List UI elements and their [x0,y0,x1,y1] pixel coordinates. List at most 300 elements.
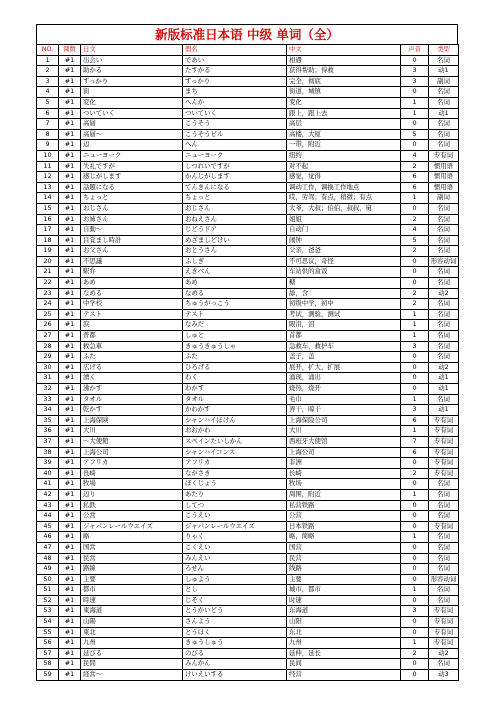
cell-type: 名词 [429,479,459,490]
cell-japanese: すっかり [81,76,183,87]
cell-number: 10 [37,150,59,161]
cell-japanese: 失礼ですが [81,161,183,172]
cell-type: 名词 [429,511,459,522]
cell-japanese: 公営 [81,511,183,522]
cell-chinese: 西班牙大使馆 [287,436,401,447]
cell-kana: とうかいどう [183,606,287,617]
cell-lesson: #1 [59,267,81,278]
cell-lesson: #1 [59,225,81,236]
cell-kana: なみだ [183,320,287,331]
cell-chinese: 长崎 [287,468,401,479]
cell-tone: 1 [401,97,429,108]
vocabulary-sheet [36,24,458,681]
cell-kana: とうほく [183,627,287,638]
cell-japanese: 駅弁 [81,267,183,278]
cell-chinese: 时速 [287,595,401,606]
cell-chinese: 眼泪，泪 [287,320,401,331]
cell-kana: してつ [183,500,287,511]
cell-lesson: #1 [59,532,81,543]
cell-chinese: 哎，劳驾；有点，稍微；有点 [287,193,401,204]
cell-tone: 1 [401,489,429,500]
cell-type: 专有词 [429,627,459,638]
cell-chinese: 大川 [287,426,401,437]
cell-lesson: #1 [59,76,81,87]
cell-number: 48 [37,553,59,564]
cell-type: 动1 [429,405,459,416]
cell-japanese: 中学校 [81,299,183,310]
table-row [37,384,459,395]
cell-tone: 3 [401,341,429,352]
cell-tone: 6 [401,415,429,426]
cell-lesson: #1 [59,150,81,161]
cell-kana: のびる [183,648,287,659]
cell-number: 55 [37,627,59,638]
cell-lesson: #1 [59,256,81,267]
cell-number: 30 [37,362,59,373]
cell-japanese: 辺り [81,489,183,500]
table-row [37,617,459,628]
cell-number: 1 [37,55,59,66]
cell-chinese: 民营 [287,553,401,564]
cell-kana: なめる [183,288,287,299]
cell-japanese: 延びる [81,648,183,659]
cell-tone: 0 [401,659,429,670]
cell-kana: とし [183,585,287,596]
table-row [37,341,459,352]
cell-chinese: 高层 [287,119,401,130]
cell-tone: 6 [401,447,429,458]
cell-japanese: 湧く [81,373,183,384]
table-row [37,373,459,384]
cell-chinese: 街道，城镇 [287,87,401,98]
cell-lesson: #1 [59,373,81,384]
table-row [37,447,459,458]
cell-type: 惯用语 [429,182,459,193]
table-row [37,511,459,522]
cell-tone: 0 [401,521,429,532]
table-row [37,362,459,373]
cell-number: 46 [37,532,59,543]
cell-kana: かんじがします [183,172,287,183]
cell-number: 43 [37,500,59,511]
cell-japanese: 上海保険 [81,415,183,426]
cell-japanese: 変化 [81,97,183,108]
cell-type: 动3 [429,670,459,681]
cell-tone: 1 [401,426,429,437]
cell-tone: 0 [401,140,429,151]
cell-number: 51 [37,585,59,596]
cell-number: 9 [37,140,59,151]
cell-japanese: ふた [81,352,183,363]
cell-kana: じそく [183,595,287,606]
cell-number: 6 [37,108,59,119]
table-row [37,436,459,447]
cell-lesson: #1 [59,108,81,119]
cell-chinese: 民间 [287,659,401,670]
cell-lesson: #1 [59,288,81,299]
cell-chinese: 初级中学，初中 [287,299,401,310]
cell-type: 专有词 [429,447,459,458]
cell-type: 名词 [429,214,459,225]
cell-chinese: 展开，扩大，扩展 [287,362,401,373]
cell-japanese: お姉さん [81,214,183,225]
cell-type: 名词 [429,97,459,108]
cell-kana: へん [183,140,287,151]
cell-number: 44 [37,511,59,522]
cell-type: 名词 [429,309,459,320]
cell-tone: 0 [401,267,429,278]
cell-japanese: タオル [81,394,183,405]
cell-chinese: 上海公司 [287,447,401,458]
cell-tone: 1 [401,585,429,596]
cell-chinese: 糖 [287,278,401,289]
cell-type: 名词 [429,564,459,575]
table-row [37,542,459,553]
cell-number: 58 [37,659,59,670]
table-row [37,426,459,437]
cell-japanese: 路線 [81,564,183,575]
cell-tone: 4 [401,225,429,236]
cell-kana: みんかん [183,659,287,670]
cell-japanese: 牧場 [81,479,183,490]
cell-chinese: 一带，附近 [287,140,401,151]
cell-chinese: 延伸，延长 [287,648,401,659]
cell-lesson: #1 [59,331,81,342]
cell-kana: こうそう [183,119,287,130]
cell-type: 专有词 [429,606,459,617]
cell-chinese: 姐姐 [287,214,401,225]
cell-type: 名词 [429,235,459,246]
cell-japanese: 助かる [81,66,183,77]
cell-kana: かわかす [183,405,287,416]
cell-type: 动2 [429,648,459,659]
cell-tone: 0 [401,479,429,490]
table-row [37,564,459,575]
cell-lesson: #1 [59,246,81,257]
cell-lesson: #1 [59,161,81,172]
cell-lesson: #1 [59,479,81,490]
cell-lesson: #1 [59,405,81,416]
cell-type: 名词 [429,320,459,331]
column-header-kana: 假名 [183,45,287,56]
table-row [37,55,459,66]
table-row [37,203,459,214]
cell-kana: であい [183,55,287,66]
cell-japanese: 高層～ [81,129,183,140]
cell-tone: 4 [401,150,429,161]
cell-number: 21 [37,267,59,278]
cell-chinese: 父亲，爸爸 [287,246,401,257]
cell-tone: 1 [401,320,429,331]
cell-chinese: 感觉，觉得 [287,172,401,183]
cell-number: 17 [37,225,59,236]
cell-kana: へんか [183,97,287,108]
cell-tone: 0 [401,627,429,638]
cell-tone: 2 [401,648,429,659]
cell-tone: 1 [401,309,429,320]
cell-tone: 0 [401,203,429,214]
cell-kana: タオル [183,394,287,405]
cell-lesson: #1 [59,172,81,183]
cell-chinese: 调动工作，调换工作地点 [287,182,401,193]
cell-chinese: 牧场 [287,479,401,490]
cell-lesson: #1 [59,511,81,522]
cell-number: 26 [37,320,59,331]
cell-kana: アフリカ [183,458,287,469]
cell-tone: 0 [401,256,429,267]
header-row [37,45,459,56]
cell-japanese: 辺 [81,140,183,151]
cell-type: 动1 [429,108,459,119]
cell-type: 名词 [429,341,459,352]
cell-type: 副词 [429,193,459,204]
table-row [37,66,459,77]
cell-kana: しゅよう [183,574,287,585]
cell-japanese: 経営～ [81,670,183,681]
cell-number: 8 [37,129,59,140]
cell-japanese: ちょっと [81,193,183,204]
cell-chinese: 完全，彻底 [287,76,401,87]
cell-chinese: 不可思议，奇怪 [287,256,401,267]
cell-lesson: #1 [59,606,81,617]
cell-type: 名词 [429,129,459,140]
cell-lesson: #1 [59,638,81,649]
cell-number: 23 [37,288,59,299]
cell-lesson: #1 [59,595,81,606]
cell-tone: 0 [401,278,429,289]
cell-japanese: あめ [81,278,183,289]
cell-number: 49 [37,564,59,575]
cell-japanese: 広げる [81,362,183,373]
cell-tone: 1 [401,331,429,342]
cell-japanese: 目覚まし時計 [81,235,183,246]
table-row [37,500,459,511]
cell-type: 名词 [429,489,459,500]
cell-tone: 1 [401,394,429,405]
table-row [37,309,459,320]
cell-lesson: #1 [59,489,81,500]
cell-chinese: 烧热，烧开 [287,384,401,395]
cell-kana: おとうさん [183,246,287,257]
cell-number: 13 [37,182,59,193]
cell-number: 7 [37,119,59,130]
cell-type: 专有词 [429,617,459,628]
cell-kana: スペインたいしかん [183,436,287,447]
cell-type: 动2 [429,362,459,373]
cell-tone: 0 [401,595,429,606]
cell-chinese: 经营 [287,670,401,681]
cell-japanese: 国営 [81,542,183,553]
cell-chinese: 闹钟 [287,235,401,246]
cell-chinese: 略，简略 [287,532,401,543]
table-row [37,553,459,564]
cell-kana: ひろげる [183,362,287,373]
cell-lesson: #1 [59,278,81,289]
cell-number: 31 [37,373,59,384]
cell-tone: 3 [401,66,429,77]
table-row [37,606,459,617]
cell-chinese: 线路 [287,564,401,575]
table-row [37,108,459,119]
cell-number: 4 [37,87,59,98]
cell-japanese: 私鉄 [81,500,183,511]
cell-lesson: #1 [59,309,81,320]
cell-type: 名词 [429,659,459,670]
table-row [37,278,459,289]
cell-japanese: 乾かす [81,405,183,416]
cell-tone: 1 [401,108,429,119]
cell-tone: 3 [401,606,429,617]
cell-number: 18 [37,235,59,246]
cell-number: 54 [37,617,59,628]
cell-japanese: 救急車 [81,341,183,352]
cell-number: 57 [37,648,59,659]
cell-kana: おおかわ [183,426,287,437]
cell-tone: 5 [401,129,429,140]
cell-tone: 1 [401,193,429,204]
cell-number: 5 [37,97,59,108]
cell-tone: 0 [401,87,429,98]
cell-tone: 0 [401,373,429,384]
cell-japanese: 東海道 [81,606,183,617]
cell-tone: 2 [401,246,429,257]
cell-lesson: #1 [59,585,81,596]
table-row [37,129,459,140]
cell-number: 52 [37,595,59,606]
table-row [37,320,459,331]
cell-japanese: 略 [81,532,183,543]
cell-lesson: #1 [59,458,81,469]
cell-tone: 0 [401,384,429,395]
cell-lesson: #1 [59,564,81,575]
cell-number: 38 [37,447,59,458]
cell-lesson: #1 [59,203,81,214]
cell-japanese: お父さん [81,246,183,257]
cell-number: 42 [37,489,59,500]
table-row [37,532,459,543]
cell-kana: ついていく [183,108,287,119]
cell-japanese: 上海公司 [81,447,183,458]
cell-kana: ちゅうがっこう [183,299,287,310]
cell-lesson: #1 [59,362,81,373]
cell-kana: あたり [183,489,287,500]
cell-japanese: ～大使館 [81,436,183,447]
cell-japanese: ついていく [81,108,183,119]
cell-tone: 2 [401,161,429,172]
table-row [37,193,459,204]
cell-chinese: 变化 [287,97,401,108]
cell-chinese: 考试，测验，测试 [287,309,401,320]
cell-kana: ふた [183,352,287,363]
cell-type: 名词 [429,246,459,257]
cell-japanese: 長崎 [81,468,183,479]
cell-lesson: #1 [59,436,81,447]
cell-type: 专有词 [429,426,459,437]
cell-japanese: 自動～ [81,225,183,236]
cell-number: 39 [37,458,59,469]
cell-number: 20 [37,256,59,267]
cell-lesson: #1 [59,384,81,395]
cell-kana: わく [183,373,287,384]
cell-chinese: 车站供的盒饭 [287,267,401,278]
cell-tone: 0 [401,511,429,522]
table-row [37,405,459,416]
vocabulary-table [36,44,459,681]
cell-type: 动1 [429,66,459,77]
cell-number: 47 [37,542,59,553]
cell-number: 11 [37,161,59,172]
cell-chinese: 对不起 [287,161,401,172]
cell-japanese: 時速 [81,595,183,606]
cell-kana: みんえい [183,553,287,564]
cell-kana: すっかり [183,76,287,87]
cell-number: 12 [37,172,59,183]
table-row [37,521,459,532]
cell-number: 33 [37,394,59,405]
cell-type: 名词 [429,87,459,98]
cell-tone: 2 [401,288,429,299]
cell-japanese: 沸かす [81,384,183,395]
cell-chinese: 跟上，跟上去 [287,108,401,119]
cell-lesson: #1 [59,341,81,352]
cell-number: 24 [37,299,59,310]
cell-chinese: 急救车，救护车 [287,341,401,352]
cell-kana: ろせん [183,564,287,575]
cell-tone: 0 [401,362,429,373]
cell-type: 名词 [429,595,459,606]
table-row [37,119,459,130]
cell-lesson: #1 [59,468,81,479]
table-row [37,458,459,469]
cell-kana: てんきんになる [183,182,287,193]
cell-lesson: #1 [59,500,81,511]
cell-type: 形容动词 [429,574,459,585]
cell-number: 14 [37,193,59,204]
cell-kana: こうそうビル [183,129,287,140]
cell-chinese: 纽约 [287,150,401,161]
cell-tone: 2 [401,299,429,310]
cell-type: 名词 [429,119,459,130]
cell-chinese: 盖子，盖 [287,352,401,363]
cell-tone: 3 [401,405,429,416]
cell-kana: おねえさん [183,214,287,225]
cell-japanese: 感じがします [81,172,183,183]
cell-kana: ジャパンレールウエイズ [183,521,287,532]
cell-japanese: 九州 [81,638,183,649]
cell-lesson: #1 [59,352,81,363]
cell-chinese: 涌现，涌出 [287,373,401,384]
table-row [37,214,459,225]
cell-chinese: 获得帮助；得救 [287,66,401,77]
cell-lesson: #1 [59,214,81,225]
cell-type: 名词 [429,278,459,289]
cell-japanese: 民営 [81,553,183,564]
cell-number: 28 [37,341,59,352]
cell-number: 53 [37,606,59,617]
cell-type: 动1 [429,373,459,384]
cell-number: 27 [37,331,59,342]
cell-type: 专有词 [429,468,459,479]
cell-lesson: #1 [59,521,81,532]
cell-kana: シャンハイほけん [183,415,287,426]
cell-chinese: 主要 [287,574,401,585]
cell-number: 59 [37,670,59,681]
cell-japanese: 主要 [81,574,183,585]
cell-kana: ニューヨーク [183,150,287,161]
cell-lesson: #1 [59,426,81,437]
cell-tone: 0 [401,458,429,469]
cell-lesson: #1 [59,648,81,659]
